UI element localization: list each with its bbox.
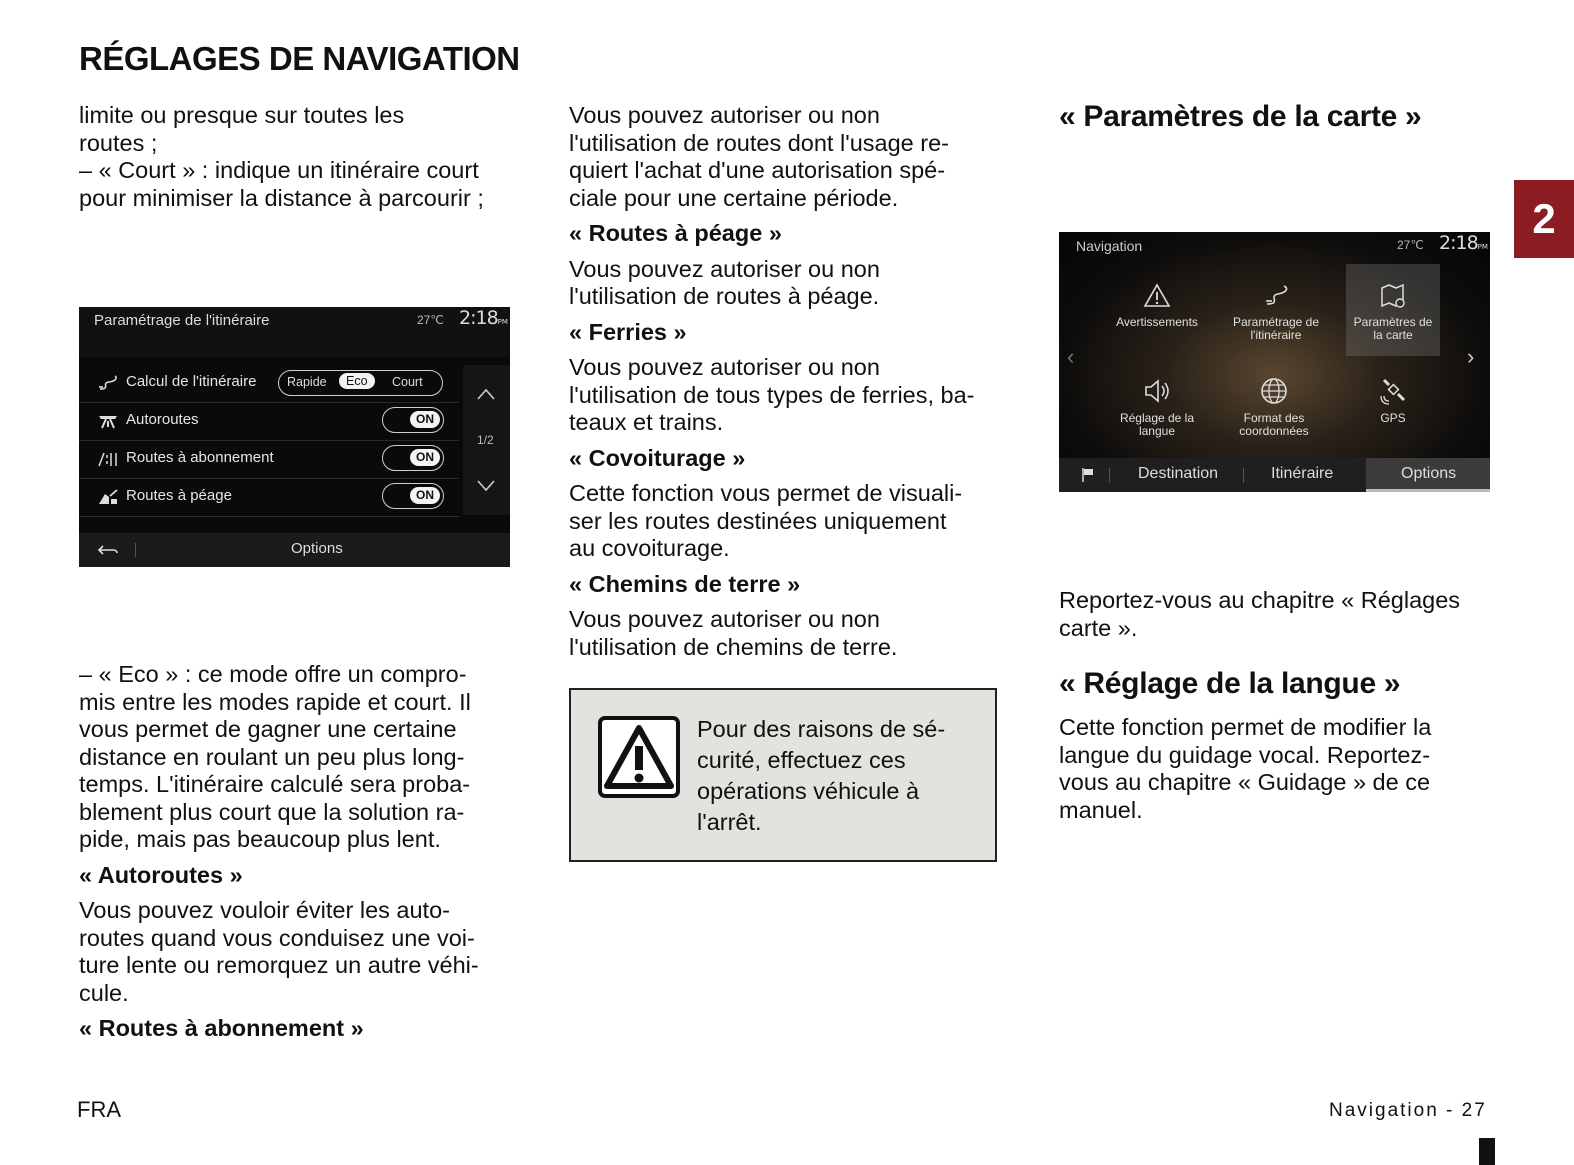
text-line: Pour des raisons de sé- [697, 716, 946, 742]
text-line: manuel. [1059, 796, 1143, 823]
screen-footer [79, 533, 510, 567]
safety-warning-box [569, 688, 997, 862]
screen-header [79, 307, 510, 357]
chapter-tab: 2 [1514, 180, 1574, 258]
tile-label: Réglage de la langue [1119, 411, 1195, 438]
language-code: FRA [77, 1097, 121, 1122]
prev-arrow-icon[interactable]: ‹ [1067, 344, 1075, 369]
peage-toggle[interactable] [382, 483, 444, 509]
tile-gps[interactable] [1333, 376, 1453, 425]
abonnement-row[interactable] [79, 441, 459, 479]
autoroutes-toggle[interactable] [382, 407, 444, 433]
section-heading-terre: « Chemins de terre » [569, 570, 801, 597]
text-line: teaux et trains. [569, 409, 724, 435]
text-line: mis entre les modes rapide et court. Il [79, 688, 471, 715]
satellite-icon [1378, 376, 1408, 406]
page-title: RÉGLAGES DE NAVIGATION [79, 40, 520, 77]
text-line: routes ; [79, 129, 158, 156]
text-line: l'utilisation de routes dont l'usage re- [569, 129, 949, 156]
speaker-icon [1142, 376, 1172, 406]
route-icon [97, 374, 119, 392]
section-heading-autoroutes: « Autoroutes » [79, 861, 243, 888]
text-line: limite ou presque sur toutes les [79, 102, 405, 128]
text-line: opérations véhicule à [697, 778, 920, 804]
section-heading-peage: « Routes à péage » [569, 220, 782, 246]
map-settings-icon [1379, 282, 1407, 310]
text-line: carte ». [1059, 614, 1138, 641]
toggle-knob: ON [410, 449, 440, 466]
text-line: cule. [79, 979, 129, 1006]
divider [1243, 468, 1244, 483]
route-icon [1262, 282, 1290, 310]
temperature: 27℃ [417, 313, 444, 327]
text-line: pour minimiser la distance à parcourir ; [79, 184, 484, 211]
text-line: routes quand vous conduisez une voi- [79, 924, 475, 951]
text-line: blement plus court que la solution ra- [79, 798, 465, 825]
text-line: curité, effectuez ces [697, 747, 906, 773]
divider [135, 543, 136, 557]
tile-reglage-langue[interactable] [1097, 376, 1217, 438]
text-line: langue du guidage vocal. Reportez- [1059, 741, 1431, 768]
tab-itineraire[interactable]: Itinéraire [1271, 465, 1334, 482]
text-line: l'utilisation de routes à péage. [569, 283, 880, 309]
langue-paragraph [1059, 714, 1499, 824]
text-line: ciale pour une certaine période. [569, 184, 899, 211]
clock-suffix: PM [497, 318, 508, 326]
route-mode-selector[interactable] [278, 370, 443, 396]
warning-triangle-icon [1143, 282, 1171, 310]
globe-icon [1259, 376, 1289, 406]
screen-footer [1059, 458, 1490, 492]
toll-icon [97, 488, 119, 506]
text-line: vous au chapitre « Guidage » de ce [1059, 769, 1431, 795]
text-line: l'utilisation de tous types de ferries, ba- [569, 381, 975, 408]
text-line: distance en roulant un peu plus long- [79, 743, 465, 770]
tile-format-coordonnees[interactable] [1214, 376, 1334, 438]
clock-time: 2:18 [1439, 232, 1478, 254]
text-line: quiert l'achat d'une autorisation spé- [569, 157, 946, 183]
options-button[interactable]: Options [291, 540, 343, 557]
text-line: ture lente ou remorquez un autre véhi- [79, 952, 479, 978]
section-heading-covoiturage: « Covoiturage » [569, 444, 746, 471]
screen-title: Navigation [1076, 238, 1143, 254]
text-line: Reportez-vous au chapitre « Réglages [1059, 587, 1461, 613]
tab-options[interactable]: Options [1401, 465, 1457, 482]
mode-eco[interactable]: Eco [339, 373, 375, 389]
text-line: au covoiturage. [569, 535, 730, 561]
row-label: Calcul de l'itinéraire [126, 373, 257, 390]
text-line: Cette fonction permet de modifier la [1059, 714, 1432, 740]
tile-parametres-carte[interactable] [1333, 282, 1453, 342]
text-line: Cette fonction vous permet de visuali- [569, 480, 963, 506]
text-line: Vous pouvez vouloir éviter les auto- [79, 897, 450, 923]
tile-label: Paramétrage de l'itinéraire [1232, 315, 1320, 342]
subscription-road-icon [97, 450, 119, 468]
scroll-down-icon[interactable] [476, 479, 496, 493]
mode-court[interactable]: Court [392, 375, 423, 389]
navigation-menu-screen [1059, 232, 1490, 492]
column-2 [569, 102, 1009, 661]
tile-label: Avertissements [1116, 315, 1198, 329]
text-line: Vous pouvez autoriser ou non [569, 255, 880, 282]
clock-suffix: PM [1477, 243, 1488, 251]
screen-title: Paramétrage de l'itinéraire [94, 312, 270, 329]
text-line: Vous pouvez autoriser ou non [569, 354, 880, 380]
tile-parametrage-itineraire[interactable] [1216, 282, 1336, 342]
tile-avertissements[interactable] [1097, 282, 1217, 329]
abonnement-toggle[interactable] [382, 445, 444, 471]
tile-label: Paramètres de la carte [1353, 315, 1433, 342]
text-line: pide, mais pas beaucoup plus lent. [79, 826, 441, 852]
section-heading-ferries: « Ferries » [569, 318, 687, 345]
tile-label: Format des coordonnées [1239, 411, 1309, 438]
text-line: l'utilisation de chemins de terre. [569, 633, 898, 660]
text-line: vous permet de gagner une certaine [79, 716, 457, 742]
section-heading-langue: « Réglage de la langue » [1059, 667, 1401, 700]
tile-label: GPS [1380, 411, 1406, 425]
warning-triangle-icon [598, 716, 680, 798]
toggle-knob: ON [410, 487, 440, 504]
temperature: 27℃ [1397, 238, 1424, 252]
text-line: l'arrêt. [697, 809, 762, 835]
divider [1109, 468, 1110, 483]
highway-icon [97, 412, 119, 430]
text-line: Vous pouvez autoriser ou non [569, 102, 880, 128]
warning-text [697, 714, 987, 838]
column-1-intro [79, 102, 519, 212]
back-icon[interactable] [97, 543, 119, 557]
row-label: Routes à abonnement [126, 449, 274, 466]
page-number: Navigation - 27 [1329, 1100, 1487, 1121]
flag-icon[interactable] [1081, 467, 1095, 483]
tab-destination[interactable]: Destination [1138, 465, 1219, 482]
autoroutes-row[interactable] [79, 403, 459, 441]
row-label: Autoroutes [126, 411, 199, 428]
section-heading-carte: « Paramètres de la carte » [1059, 100, 1422, 133]
carte-paragraph [1059, 587, 1499, 642]
peage-row[interactable] [79, 479, 459, 517]
clock-time: 2:18 [459, 307, 498, 329]
column-1-body [79, 661, 519, 1043]
clock [1439, 232, 1488, 254]
corner-mark [1479, 1138, 1495, 1165]
text-line: – « Eco » : ce mode offre un compro- [79, 661, 467, 687]
toggle-knob: ON [410, 411, 440, 428]
next-arrow-icon[interactable]: › [1467, 344, 1475, 369]
section-heading-abonnement: « Routes à abonnement » [79, 1015, 364, 1041]
text-line: Vous pouvez autoriser ou non [569, 606, 880, 632]
route-calc-row [79, 365, 459, 403]
clock [459, 307, 508, 329]
row-label: Routes à péage [126, 487, 232, 504]
text-line: ser les routes destinées uniquement [569, 507, 947, 534]
mode-rapide[interactable]: Rapide [287, 375, 327, 389]
route-settings-screen [79, 307, 510, 567]
page-indicator: 1/2 [477, 433, 494, 447]
text-line: – « Court » : indique un itinéraire court [79, 157, 479, 183]
text-line: temps. L'itinéraire calculé sera proba- [79, 771, 471, 797]
scroll-up-icon[interactable] [476, 387, 496, 401]
